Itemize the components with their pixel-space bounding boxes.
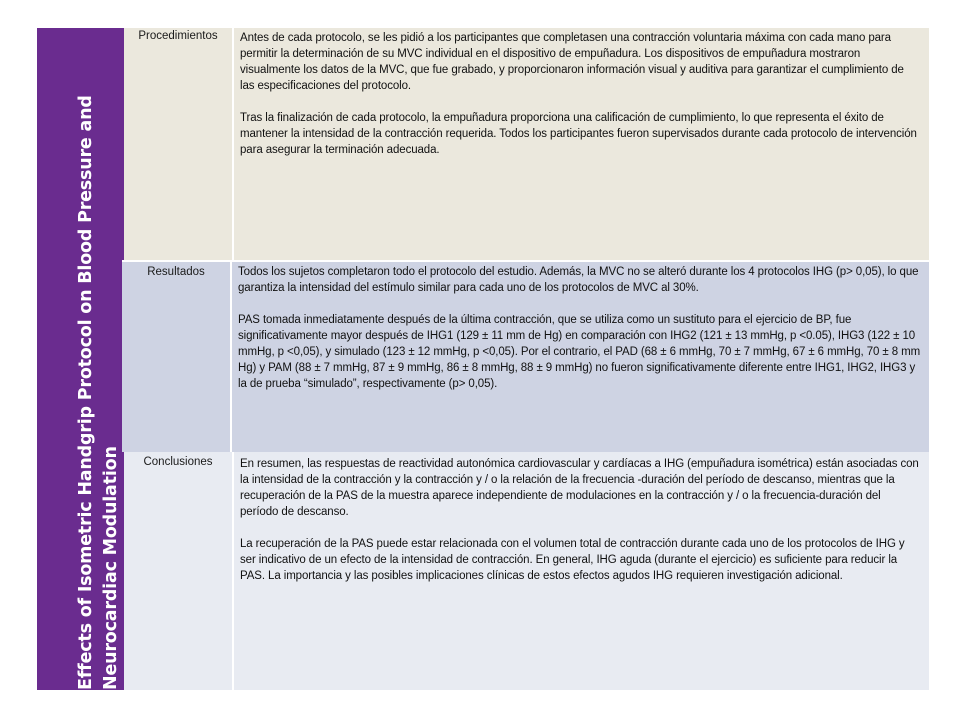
row-content-conclusiones [240, 456, 921, 600]
slide-title-line-1: Effects of Isometric Handgrip Protocol on Blood Pressure and [76, 95, 96, 690]
row-label-conclusiones: Conclusiones [143, 456, 213, 468]
procedimientos-paragraph-2: Tras la finalización de cada protocolo, la empuñadura proporciona una calificación de cumplimiento, lo que representa el éxito de mantener la intensidad de la contracción requerida. Todos los participantes fueron supervisados durante cada protocolo de intervención para asegurar la terminación adecuada. [240, 112, 917, 156]
table-row-procedimientos [124, 28, 929, 260]
row-content-procedimientos [240, 30, 921, 174]
table-row-conclusiones [124, 452, 929, 690]
slide-title-line-2: Neurocardiac Modulation [101, 446, 121, 690]
conclusiones-paragraph-2: La recuperación de la PAS puede estar relacionada con el volumen total de contracción durante cada uno de los protocolos de IHG y ser indicativo de un efecto de la intensidad de contracción. En general, IHG aguda (durante el ejercicio) es suficiente para reducir la PAS. La importancia y las posibles implicaciones clínicas de estos efectos agudos IHG requieren investigación adicional. [240, 538, 905, 582]
row-content-resultados [238, 264, 921, 408]
procedimientos-paragraph-1: Antes de cada protocolo, se les pidió a los participantes que completasen una contracción voluntaria máxima con cada mano para permitir la determinación de su MVC individual en el dispositivo de empuñadura. Los dispositivos de empuñadura mostraron visualmente los datos de la MVC, que fue grabado, y proporcionaron información visual y auditiva para garantizar el cumplimiento de las especificaciones del protocolo. [240, 32, 904, 92]
resultados-paragraph-1: Todos los sujetos completaron todo el protocolo del estudio. Además, la MVC no se alteró durante los 4 protocolos IHG (p> 0,05), lo que garantiza la intensidad del estímulo similar para cada uno de los protocolos de MVC al 30%. [238, 266, 919, 294]
slide-title [40, 28, 126, 690]
column-divider [232, 452, 234, 690]
column-divider [232, 28, 234, 260]
conclusiones-paragraph-1: En resumen, las respuestas de reactividad autonómica cardiovascular y cardíacas a IHG (empuñadura isométrica) están asociadas con la intensidad de la contracción y la contracción y / o la relación de la frecuencia -duración del período de descanso, mientras que la recuperación de la PAS de la muestra aparece independiente de modulaciones en la contracción y / o la frecuencia-duración del período de descanso. [240, 458, 919, 518]
column-divider [230, 262, 232, 452]
resultados-paragraph-2: PAS tomada inmediatamente después de la última contracción, que se utiliza como un sustituto para el ejercicio de BP, fue significativamente mayor después de IHG1 (129 ± 11 mm de Hg) en comparación con IHG2 (121 ± 13 mmHg, p <0.05), IHG3 (122 ± 10 mmHg, p <0,05), y simulado (123 ± 12 mmHg, p <0,05). Por el contrario, el PAD (68 ± 6 mmHg, 70 ± 7 mmHg, 67 ± 6 mmHg, 70 ± 8 mm Hg) y PAM (88 ± 7 mmHg, 87 ± 9 mmHg, 86 ± 8 mmHg, 88 ± 9 mmHg) no fueron significativamente diferente entre IHG1, IHG2, IHG3 y la de prueba “simulado”, respectivamente (p> 0,05). [238, 314, 921, 390]
row-label-resultados: Resultados [147, 266, 205, 278]
table-row-resultados [122, 260, 929, 452]
row-label-procedimientos: Procedimientos [138, 30, 218, 42]
